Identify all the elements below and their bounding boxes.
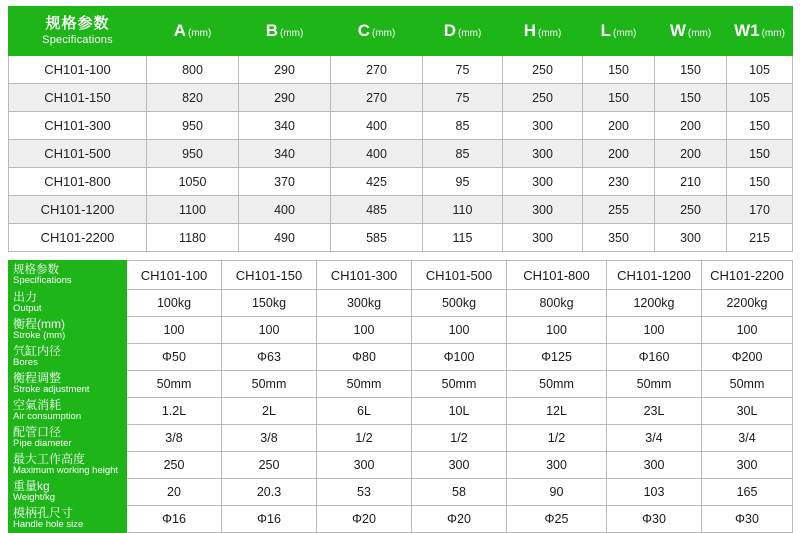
specification-cell: 165 [702,479,793,506]
dimension-cell: 150 [655,56,727,84]
specification-row-label-en: Stroke (mm) [13,330,66,342]
dimension-column-l-letter: L [600,21,612,40]
specification-model-header: CH101-2200 [702,261,793,290]
specification-row-label [9,425,127,452]
dimension-cell: 250 [655,196,727,224]
dimension-spec-header [9,7,147,56]
specification-cell: 300 [702,452,793,479]
dimension-table-header [9,7,793,56]
dimension-cell: 150 [727,112,793,140]
dimension-cell: 585 [331,224,423,252]
specification-row-label [9,452,127,479]
dimension-cell: 300 [503,224,583,252]
dimension-cell: 85 [423,140,503,168]
dimension-column-d-unit: (mm) [457,28,482,39]
specification-cell: 50mm [412,371,507,398]
dimension-cell: 215 [727,224,793,252]
dimension-cell: 370 [239,168,331,196]
specification-cell: 20.3 [222,479,317,506]
specification-cell: 50mm [507,371,607,398]
specification-row-label-cn: 衡程(mm) [13,317,65,332]
dimension-column-h-letter: H [523,21,536,40]
dimension-column-a [147,7,239,56]
dimension-cell: 250 [503,56,583,84]
specification-model-header: CH101-150 [222,261,317,290]
dimension-row-model: CH101-800 [9,168,147,196]
dimension-table [8,6,793,252]
table-row [9,84,793,112]
specification-cell: Φ16 [222,506,317,533]
dimension-cell: 950 [147,112,239,140]
specification-row-label-en: Bores [13,357,38,369]
table-row [9,196,793,224]
dimension-spec-header-en: Specifications [42,33,113,46]
specification-cell: 1/2 [317,425,412,452]
specification-cell: 53 [317,479,412,506]
specification-table [8,260,793,533]
dimension-cell: 1100 [147,196,239,224]
dimension-column-d [423,7,503,56]
specification-cell: 103 [607,479,702,506]
dimension-column-b [239,7,331,56]
table-row [9,371,793,398]
dimension-row-model: CH101-1200 [9,196,147,224]
dimension-cell: 150 [727,140,793,168]
dimension-cell: 950 [147,140,239,168]
specification-cell: 1/2 [412,425,507,452]
specification-cell: 50mm [222,371,317,398]
dimension-column-w-letter: W [669,21,686,40]
dimension-column-c [331,7,423,56]
specification-row-label-en: Output [13,303,42,315]
specification-cell: 90 [507,479,607,506]
specification-cell: 10L [412,398,507,425]
dimension-cell: 1050 [147,168,239,196]
dimension-table-body [9,56,793,252]
dimension-cell: 75 [423,84,503,112]
specification-cell: Φ50 [127,344,222,371]
specification-row-label [9,317,127,344]
specification-header-label [9,261,127,290]
specification-cell: 100 [317,317,412,344]
dimension-column-c-letter: C [357,21,370,40]
dimension-cell: 230 [583,168,655,196]
dimension-cell: 105 [727,84,793,112]
dimension-cell: 255 [583,196,655,224]
dimension-cell: 300 [503,140,583,168]
specification-row-label [9,506,127,533]
specification-row-label-cn: 氕缸内径 [13,344,62,359]
specification-row-label [9,344,127,371]
specification-cell: 58 [412,479,507,506]
specification-cell: 300 [317,452,412,479]
dimension-column-w1 [727,7,793,56]
dimension-cell: 95 [423,168,503,196]
dimension-row-model: CH101-500 [9,140,147,168]
table-row [9,168,793,196]
specification-cell: 50mm [317,371,412,398]
specification-row-label-cn: 重量kg [13,479,50,494]
specification-cell: 3/4 [607,425,702,452]
specification-table-body [9,290,793,533]
dimension-column-c-unit: (mm) [371,28,396,39]
table-row [9,425,793,452]
specification-cell: 100 [607,317,702,344]
dimension-row-model: CH101-150 [9,84,147,112]
dimension-cell: 340 [239,112,331,140]
dimension-cell: 250 [503,84,583,112]
specification-cell: 1/2 [507,425,607,452]
specification-row-label-en: Pipe diameter [13,438,72,450]
specification-cell: Φ80 [317,344,412,371]
specification-cell: 100 [127,317,222,344]
dimension-row-model: CH101-300 [9,112,147,140]
specification-cell: Φ200 [702,344,793,371]
dimension-column-b-unit: (mm) [279,28,304,39]
specification-model-header: CH101-300 [317,261,412,290]
dimension-cell: 200 [655,140,727,168]
dimension-header-row [9,7,793,56]
dimension-cell: 150 [727,168,793,196]
specification-cell: Φ16 [127,506,222,533]
specification-row-label-cn: 空氣消耗 [13,398,62,413]
specification-row-label-en: Weight/kg [13,492,56,504]
specification-cell: 20 [127,479,222,506]
specification-cell: 6L [317,398,412,425]
specification-cell: Φ20 [412,506,507,533]
specification-cell: 1200kg [607,290,702,317]
dimension-cell: 105 [727,56,793,84]
specification-cell: Φ63 [222,344,317,371]
dimension-cell: 150 [655,84,727,112]
table-row [9,398,793,425]
specification-cell: 50mm [702,371,793,398]
dimension-cell: 400 [331,112,423,140]
dimension-column-l [583,7,655,56]
table-row [9,224,793,252]
specification-cell: 50mm [127,371,222,398]
specification-cell: Φ160 [607,344,702,371]
dimension-column-w1-letter: W1 [734,21,760,40]
dimension-cell: 200 [583,112,655,140]
specification-model-header: CH101-800 [507,261,607,290]
table-row [9,290,793,317]
specification-cell: Φ100 [412,344,507,371]
dimension-cell: 485 [331,196,423,224]
dimension-cell: 85 [423,112,503,140]
dimension-column-a-letter: A [173,21,186,40]
specification-cell: 250 [127,452,222,479]
specification-header-label-en: Specifications [13,275,72,287]
specification-table-header [9,261,793,290]
specification-cell: 1.2L [127,398,222,425]
table-row [9,506,793,533]
dimension-cell: 1180 [147,224,239,252]
table-row [9,56,793,84]
dimension-cell: 170 [727,196,793,224]
dimension-row-model: CH101-2200 [9,224,147,252]
specification-cell: 30L [702,398,793,425]
specification-cell: 3/8 [222,425,317,452]
specification-cell: 3/4 [702,425,793,452]
specification-cell: 300 [607,452,702,479]
dimension-row-model: CH101-100 [9,56,147,84]
specification-row-label [9,290,127,317]
table-row [9,112,793,140]
specification-row-label-cn: 模柄孔尺寸 [13,506,74,521]
specification-header-label-cn: 规格参数 [13,263,59,276]
dimension-column-b-letter: B [265,21,278,40]
specification-cell: 250 [222,452,317,479]
dimension-cell: 115 [423,224,503,252]
specification-cell: Φ30 [702,506,793,533]
dimension-cell: 290 [239,56,331,84]
table-row [9,317,793,344]
specification-cell: 50mm [607,371,702,398]
dimension-cell: 300 [503,196,583,224]
specification-cell: 100kg [127,290,222,317]
specification-cell: 23L [607,398,702,425]
dimension-cell: 150 [583,84,655,112]
dimension-cell: 300 [655,224,727,252]
table-row [9,479,793,506]
specification-cell: 100 [222,317,317,344]
specification-cell: Φ125 [507,344,607,371]
dimension-cell: 290 [239,84,331,112]
dimension-column-w-unit: (mm) [687,28,712,39]
dimension-column-w [655,7,727,56]
table-row [9,140,793,168]
dimension-column-a-unit: (mm) [187,28,212,39]
specification-cell: 2L [222,398,317,425]
specification-model-header: CH101-1200 [607,261,702,290]
specification-cell: 800kg [507,290,607,317]
dimension-cell: 200 [583,140,655,168]
specification-cell: 300 [507,452,607,479]
dimension-cell: 150 [583,56,655,84]
dimension-cell: 110 [423,196,503,224]
specification-cell: Φ20 [317,506,412,533]
dimension-column-w1-unit: (mm) [761,28,785,39]
dimension-cell: 300 [503,112,583,140]
dimension-cell: 200 [655,112,727,140]
table-row [9,452,793,479]
specification-cell: 100 [702,317,793,344]
dimension-cell: 400 [331,140,423,168]
dimension-cell: 210 [655,168,727,196]
specification-cell: 3/8 [127,425,222,452]
specification-cell: 500kg [412,290,507,317]
dimension-cell: 820 [147,84,239,112]
specification-model-header: CH101-500 [412,261,507,290]
specification-row-label-cn: 配管口径 [13,425,62,440]
specification-row-label [9,398,127,425]
specification-cell: 150kg [222,290,317,317]
dimension-cell: 800 [147,56,239,84]
dimension-cell: 300 [503,168,583,196]
dimension-cell: 425 [331,168,423,196]
dimension-cell: 75 [423,56,503,84]
specification-row-label-en: Maximum working height [13,465,119,477]
specification-model-header: CH101-100 [127,261,222,290]
specification-row-label-en: Handle hole size [13,519,84,531]
dimension-cell: 270 [331,84,423,112]
dimension-cell: 350 [583,224,655,252]
specification-row-label-en: Stroke adjustment [13,384,90,396]
specification-row-label-en: Air consumption [13,411,82,423]
specification-cell: 100 [507,317,607,344]
specification-row-label-cn: 出力 [13,290,38,305]
table-row [9,344,793,371]
specification-row-label [9,371,127,398]
specification-cell: 300 [412,452,507,479]
dimension-column-h [503,7,583,56]
dimension-column-d-letter: D [443,21,456,40]
dimension-column-l-unit: (mm) [613,28,637,39]
dimension-cell: 400 [239,196,331,224]
dimension-column-h-unit: (mm) [537,28,562,39]
dimension-cell: 490 [239,224,331,252]
dimension-cell: 340 [239,140,331,168]
specification-cell: Φ25 [507,506,607,533]
specification-cell: 12L [507,398,607,425]
specification-cell: 2200kg [702,290,793,317]
specification-row-label-cn: 最大工作高度 [13,452,86,467]
dimension-spec-header-cn: 规格参数 [45,14,110,32]
specification-cell: Φ30 [607,506,702,533]
specification-cell: 100 [412,317,507,344]
specification-row-label-cn: 衡程调整 [13,371,62,386]
specification-row-label [9,479,127,506]
dimension-cell: 270 [331,56,423,84]
specification-cell: 300kg [317,290,412,317]
specification-header-row [9,261,793,290]
